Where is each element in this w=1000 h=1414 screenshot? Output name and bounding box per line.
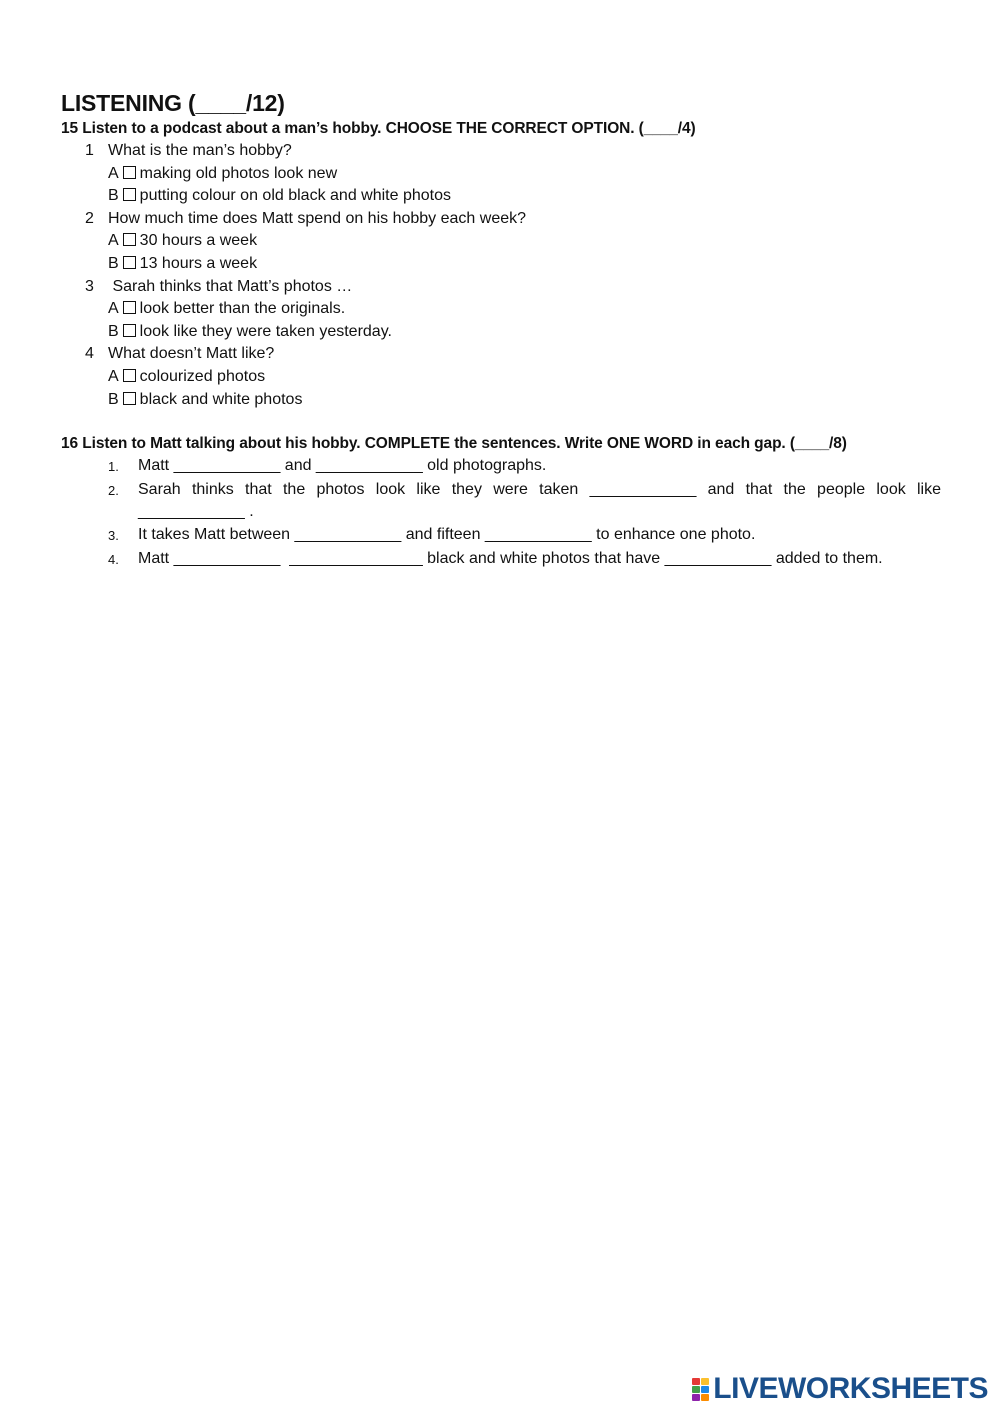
question-1	[61, 140, 941, 163]
checkbox-icon[interactable]	[123, 166, 136, 179]
section-16-items	[61, 455, 946, 571]
logo-square-4	[701, 1386, 709, 1393]
option-letter: A	[108, 367, 119, 385]
question-3	[61, 276, 941, 299]
option-letter: B	[108, 187, 119, 205]
logo-text: LIVEWORKSHEETS	[713, 1372, 988, 1405]
option-letter: B	[108, 390, 119, 408]
logo-square-3	[692, 1386, 700, 1393]
item-number: 1.	[108, 459, 119, 475]
liveworksheets-logo	[692, 1374, 988, 1404]
logo-square-6	[701, 1394, 709, 1401]
section-16-instruction: 16 Listen to Matt talking about his hobby. COMPLETE the sentences. Write ONE WORD in each gap. (____/8)	[61, 435, 847, 453]
option-text: black and white photos	[139, 390, 303, 408]
completion-item-1	[61, 455, 941, 479]
option-text: look like they were taken yesterday.	[139, 322, 392, 340]
item-number: 3.	[108, 527, 119, 543]
section-spacer	[61, 411, 941, 433]
checkbox-icon[interactable]	[123, 392, 136, 405]
section-15-instruction: 15 Listen to a podcast about a man’s hobby. CHOOSE THE CORRECT OPTION. (____/4)	[61, 120, 696, 137]
option-3-b	[61, 321, 941, 344]
option-4-a	[61, 366, 941, 389]
completion-item-3	[61, 524, 941, 548]
item-number: 4.	[108, 551, 119, 567]
option-2-b	[61, 253, 941, 276]
option-3-a	[61, 298, 941, 321]
option-text: look better than the originals.	[139, 300, 346, 318]
option-text: colourized photos	[139, 367, 266, 385]
option-letter: A	[108, 232, 119, 250]
section-15-questions	[61, 140, 941, 411]
option-letter: B	[108, 254, 119, 272]
option-letter: B	[108, 322, 119, 340]
question-text: What is the man’s hobby?	[108, 142, 292, 159]
question-number: 1	[85, 142, 94, 159]
item-number: 2.	[108, 482, 119, 498]
logo-square-1	[692, 1378, 700, 1385]
option-text: 13 hours a week	[139, 254, 258, 272]
completion-item-4	[61, 548, 941, 572]
item-sentence: It takes Matt between ____________ and fifteen ____________ to enhance one photo.	[138, 525, 756, 543]
option-text: putting colour on old black and white photos	[139, 187, 451, 205]
question-text: Sarah thinks that Matt’s photos …	[108, 277, 353, 295]
question-number: 2	[85, 209, 94, 227]
option-1-a	[61, 163, 941, 186]
item-sentence: Matt ____________ and ____________ old photographs.	[138, 457, 547, 475]
checkbox-icon[interactable]	[123, 188, 136, 201]
checkbox-icon[interactable]	[123, 324, 136, 337]
logo-square-5	[692, 1394, 700, 1401]
option-4-b	[61, 389, 941, 412]
checkbox-icon[interactable]	[123, 256, 136, 269]
option-2-a	[61, 230, 941, 253]
page-title: LISTENING (____/12)	[61, 90, 285, 116]
logo-mark-icon	[692, 1378, 709, 1401]
logo-square-2	[701, 1378, 709, 1385]
question-4	[61, 343, 941, 366]
option-letter: A	[108, 300, 119, 318]
question-2	[61, 208, 941, 231]
question-number: 3	[85, 277, 94, 295]
item-sentence: Sarah thinks that the photos look like they were taken ____________ and that the people look like ____________ .	[138, 480, 946, 521]
worksheet-page	[61, 88, 946, 571]
option-text: 30 hours a week	[139, 232, 258, 250]
item-sentence: Matt ____________ _______________ black and white photos that have ____________ added to them.	[138, 549, 883, 567]
option-1-b	[61, 185, 941, 208]
question-text: What doesn’t Matt like?	[108, 345, 275, 363]
checkbox-icon[interactable]	[123, 233, 136, 246]
checkbox-icon[interactable]	[123, 369, 136, 382]
question-text: How much time does Matt spend on his hobby each week?	[108, 209, 527, 227]
option-text: making old photos look new	[139, 164, 338, 182]
option-letter: A	[108, 164, 119, 182]
question-number: 4	[85, 345, 94, 363]
completion-item-2	[61, 479, 946, 524]
checkbox-icon[interactable]	[123, 301, 136, 314]
